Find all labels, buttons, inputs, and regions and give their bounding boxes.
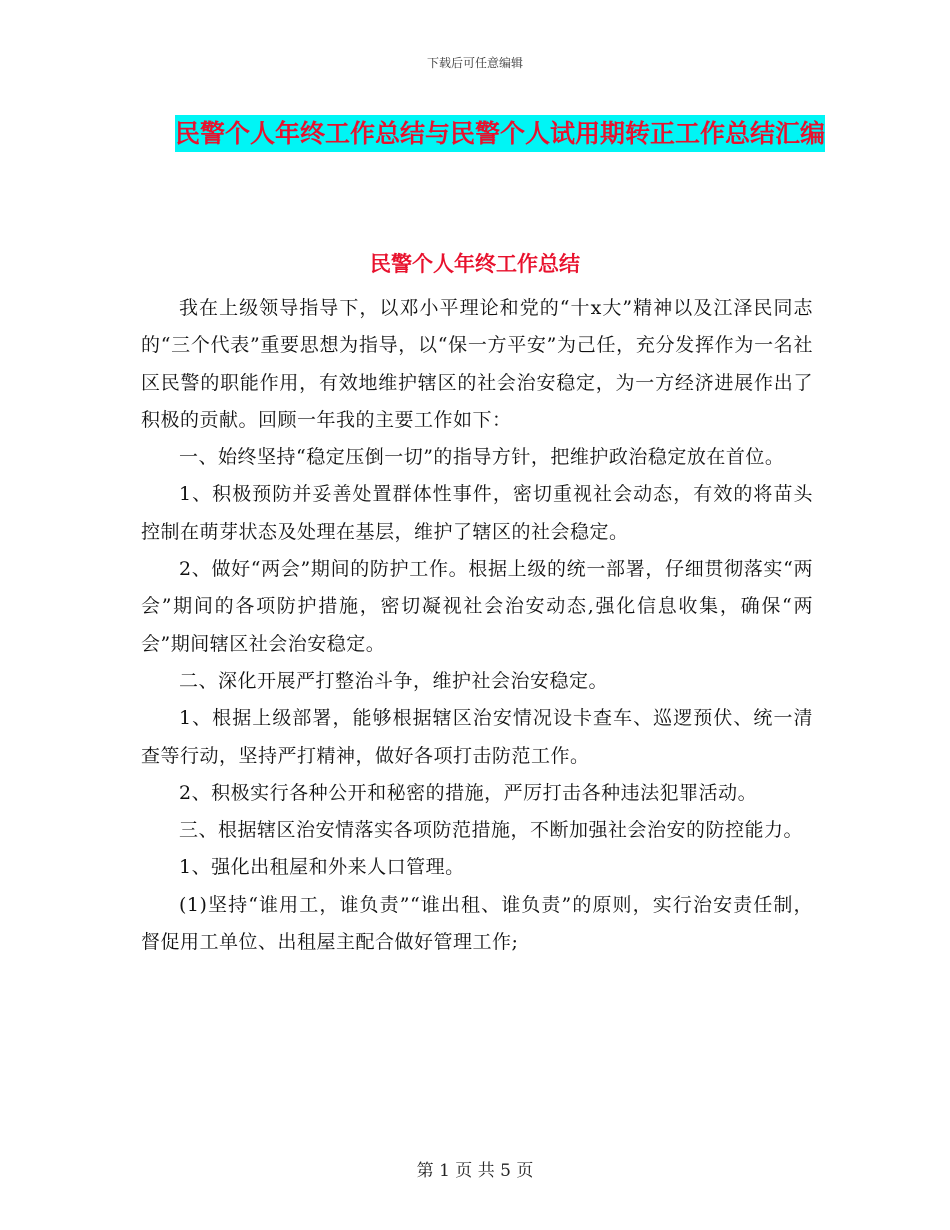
body-text: [141, 290, 813, 961]
header-note: 下载后可任意编辑: [426, 56, 523, 70]
paragraph: 2、做好“两会”期间的防护工作。根据上级的统一部署，仔细贯彻落实“两会”期间的各项防护措施，密切凝视社会治安动态,强化信息收集，确保“两会”期间辖区社会治安稳定。: [141, 558, 813, 655]
section-title: 民警个人年终工作总结: [370, 252, 580, 276]
paragraph: 三、根据辖区治安情落实各项防范措施，不断加强社会治安的防控能力。: [179, 819, 804, 842]
document-title: [140, 108, 860, 160]
page-footer: 第 1 页 共 5 页: [416, 1161, 534, 1181]
paragraph: 二、深化开展严打整治斗争，维护社会治安稳定。: [179, 669, 609, 692]
paragraph: (1)坚持“谁用工，谁负责”“谁出租、谁负责”的原则，实行治安责任制，督促用工单位、出租屋主配合做好管理工作;: [141, 893, 813, 954]
paragraph: 2、积极实行各种公开和秘密的措施，严厉打击各种违法犯罪活动。: [179, 781, 758, 804]
paragraph: 我在上级领导指导下，以邓小平理论和党的“十x大”精神以及江泽民同志的“三个代表”重要思想为指导，以“保一方平安”为己任，充分发挥作为一名社区民警的职能作用，有效地维护辖区的社会治安稳定，为一方经济进展作出了积极的贡献。回顾一年我的主要工作如下：: [141, 297, 813, 431]
paragraph: 1、积极预防并妥善处置群体性事件，密切重视社会动态，有效的将苗头控制在萌芽状态及处理在基层，维护了辖区的社会稳定。: [141, 483, 813, 543]
paragraph: 一、始终坚持“稳定压倒一切”的指导方针，把维护政治稳定放在首位。: [179, 446, 785, 469]
paragraph: 1、根据上级部署，能够根据辖区治安情况设卡查车、巡逻预伏、统一清查等行动，坚持严打精神，做好各项打击防范工作。: [141, 707, 813, 767]
paragraph: 1、强化出租屋和外来人口管理。: [179, 856, 465, 879]
document-title-text: 民警个人年终工作总结与民警个人试用期转正工作总结汇编: [175, 115, 825, 152]
